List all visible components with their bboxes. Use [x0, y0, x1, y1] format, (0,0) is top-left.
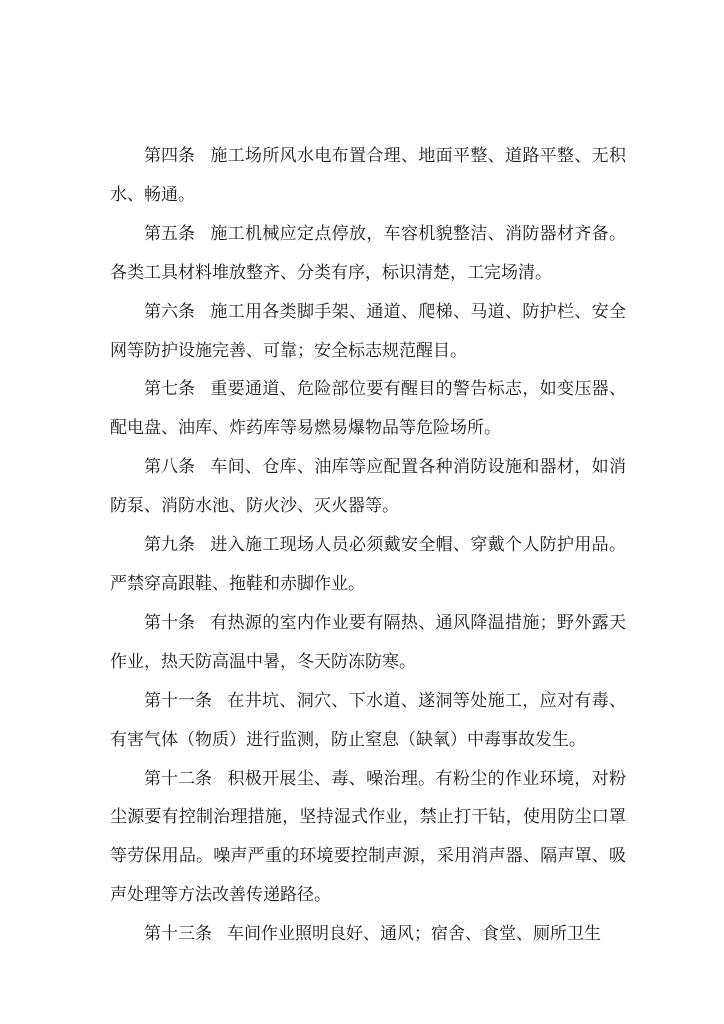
article-text: 进入施工现场人员必须戴安全帽、穿戴个人防护用品。严禁穿高跟鞋、拖鞋和赤脚作业。	[110, 535, 626, 594]
article-5	[110, 215, 626, 293]
article-number: 第五条	[144, 223, 195, 244]
article-4	[110, 137, 626, 215]
article-11	[110, 682, 626, 760]
article-number: 第十一条	[144, 690, 212, 711]
article-9	[110, 526, 626, 604]
article-10	[110, 604, 626, 682]
document-body	[110, 137, 626, 954]
article-text: 施工场所风水电布置合理、地面平整、道路平整、无积水、畅通。	[110, 146, 626, 205]
article-text: 积极开展尘、毒、噪治理。有粉尘的作业环境，对粉尘源要有控制治理措施，坚持湿式作业，禁止打干钻，使用防尘口罩等劳保用品。噪声严重的环境要控制声源，采用消声器、隔声罩、吸声处理等方法改善传递路径。	[110, 768, 626, 906]
article-text: 施工用各类脚手架、通道、爬梯、马道、防护栏、安全网等防护设施完善、可靠；安全标志规范醒目。	[110, 301, 626, 361]
article-text: 车间作业照明良好、通风；宿舍、食堂、厕所卫生	[227, 924, 601, 945]
article-number: 第六条	[144, 301, 195, 322]
article-text: 施工机械应定点停放，车容机貌整洁、消防器材齐备。各类工具材料堆放整齐、分类有序，标识清楚，工完场清。	[110, 223, 626, 283]
article-text: 车间、仓库、油库等应配置各种消防设施和器材，如消防泵、消防水池、防火沙、灭火器等。	[110, 457, 626, 517]
article-text: 重要通道、危险部位要有醒目的警告标志，如变压器、配电盘、油库、炸药库等易燃易爆物品等危险场所。	[110, 379, 626, 439]
article-text: 在井坑、洞穴、下水道、遂洞等处施工，应对有毒、有害气体（物质）进行监测，防止窒息（缺氧）中毒事故发生。	[110, 690, 626, 750]
article-13	[110, 915, 626, 954]
article-12	[110, 760, 626, 916]
article-number: 第九条	[144, 535, 195, 556]
article-7	[110, 370, 626, 448]
article-8	[110, 448, 626, 526]
article-number: 第十条	[144, 612, 195, 633]
article-6	[110, 293, 626, 371]
article-number: 第十三条	[144, 924, 212, 945]
article-number: 第七条	[144, 379, 195, 400]
article-number: 第十二条	[144, 768, 212, 789]
article-number: 第四条	[144, 146, 195, 166]
article-text: 有热源的室内作业要有隔热、通风降温措施；野外露天作业，热天防高温中暑，冬天防冻防寒。	[110, 612, 626, 672]
article-number: 第八条	[144, 457, 195, 478]
